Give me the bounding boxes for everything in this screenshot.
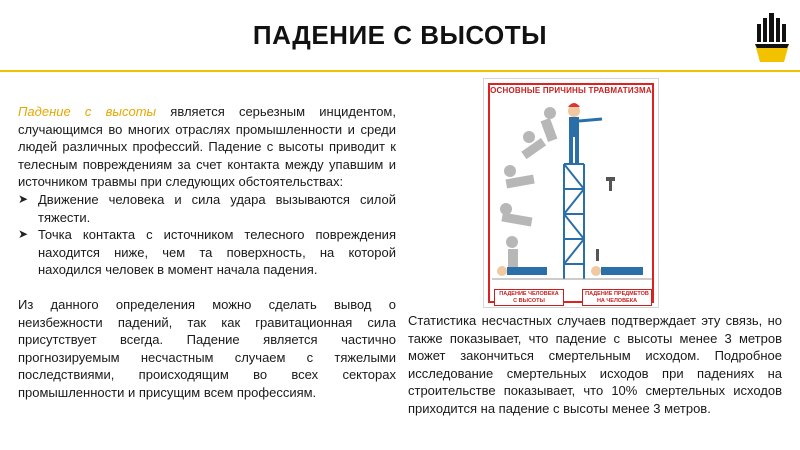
arrow-bullet-icon: ➤ <box>18 191 29 206</box>
bullet-item <box>18 226 396 279</box>
intro-paragraph <box>18 103 396 191</box>
definition-text <box>18 103 396 402</box>
arrow-bullet-icon: ➤ <box>18 227 29 242</box>
statistics-paragraph: Статистика несчастных случаев подтверждает эту связь, но также показывает, что падение с высоты менее 3 метров может закончиться смертельным исходом. Подробное исследование смертельных исходов при падениях на строительстве показывает, что 10% смертельных исходов приходится на падение с высоты менее 3 метров. <box>408 313 782 416</box>
conclusion-paragraph: Из данного определения можно сделать вывод о неизбежности падений, так как гравитационная сила присутствует всегда. Падение является частично прогнозируемым несчастным случаем с тяжелыми последствиями, происходящим во всех секторах промышленности и присущим всем профессиям. <box>18 296 396 400</box>
poster-caption-left: ПАДЕНИЕ ЧЕЛОВЕКА С ВЫСОТЫ <box>494 289 564 306</box>
safety-poster-image <box>483 78 659 308</box>
poster-illustration <box>484 79 659 308</box>
poster-title: ОСНОВНЫЕ ПРИЧИНЫ ТРАВМАТИЗМА <box>490 86 652 95</box>
rosneft-logo-icon <box>752 10 792 66</box>
bullet-item <box>18 191 396 226</box>
poster-caption-right: ПАДЕНИЕ ПРЕДМЕТОВ НА ЧЕЛОВЕКА <box>582 289 652 306</box>
page-title: ПАДЕНИЕ С ВЫСОТЫ <box>252 20 548 50</box>
highlighted-term: Падение с высоты <box>18 104 157 119</box>
bullet-text: Движение человека и сила удара вызываются силой тяжести. <box>38 191 396 225</box>
title-divider <box>0 70 800 72</box>
bullet-text: Точка контакта с источником телесного повреждения находится ниже, чем та поверхность, на которой находился человек в момент начала падения. <box>38 227 396 278</box>
intro-text: является серьезным инцидентом, случающимся во многих отраслях промышленности и среди людей различных профессий. Падение с высоты приводит к телесным повреждениям за счет контакта между упавшим и источником травмы при следующих обстоятельствах: <box>18 104 396 190</box>
